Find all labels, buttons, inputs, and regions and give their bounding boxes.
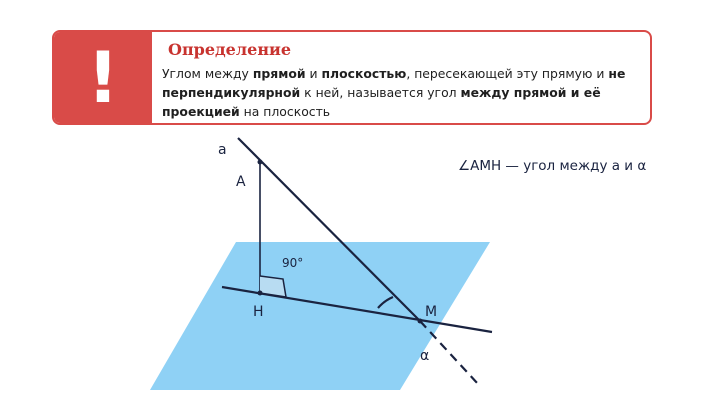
point-H: [258, 291, 263, 296]
label-line-a: a: [218, 142, 227, 158]
exclamation-icon: !: [87, 37, 119, 119]
definition-term: плоскостью: [321, 66, 407, 81]
definition-title: Определение: [168, 40, 292, 59]
point-M: [418, 319, 423, 324]
label-point-A: A: [236, 174, 246, 190]
definition-fragment: Углом между: [162, 66, 253, 81]
definition-term: прямой: [252, 66, 306, 81]
angle-caption: ∠AMH — угол между a и α: [458, 158, 647, 174]
right-angle-label: 90°: [282, 256, 304, 270]
label-point-H: H: [253, 304, 264, 320]
label-point-M: M: [425, 304, 438, 320]
point-A: [258, 160, 263, 165]
right-angle-marker: [260, 276, 286, 297]
definition-term: не перпендикулярной: [162, 66, 626, 100]
definition-term: между прямой и её проекцией: [162, 85, 601, 119]
definition-fragment: и: [305, 66, 322, 81]
definition-fragment: к ней, называется угол: [300, 85, 461, 100]
definition-fragment: на плоскость: [239, 104, 331, 119]
plane-alpha: [150, 242, 490, 390]
definition-fragment: , пересекающей эту прямую и: [406, 66, 609, 81]
label-plane-alpha: α: [420, 348, 430, 364]
